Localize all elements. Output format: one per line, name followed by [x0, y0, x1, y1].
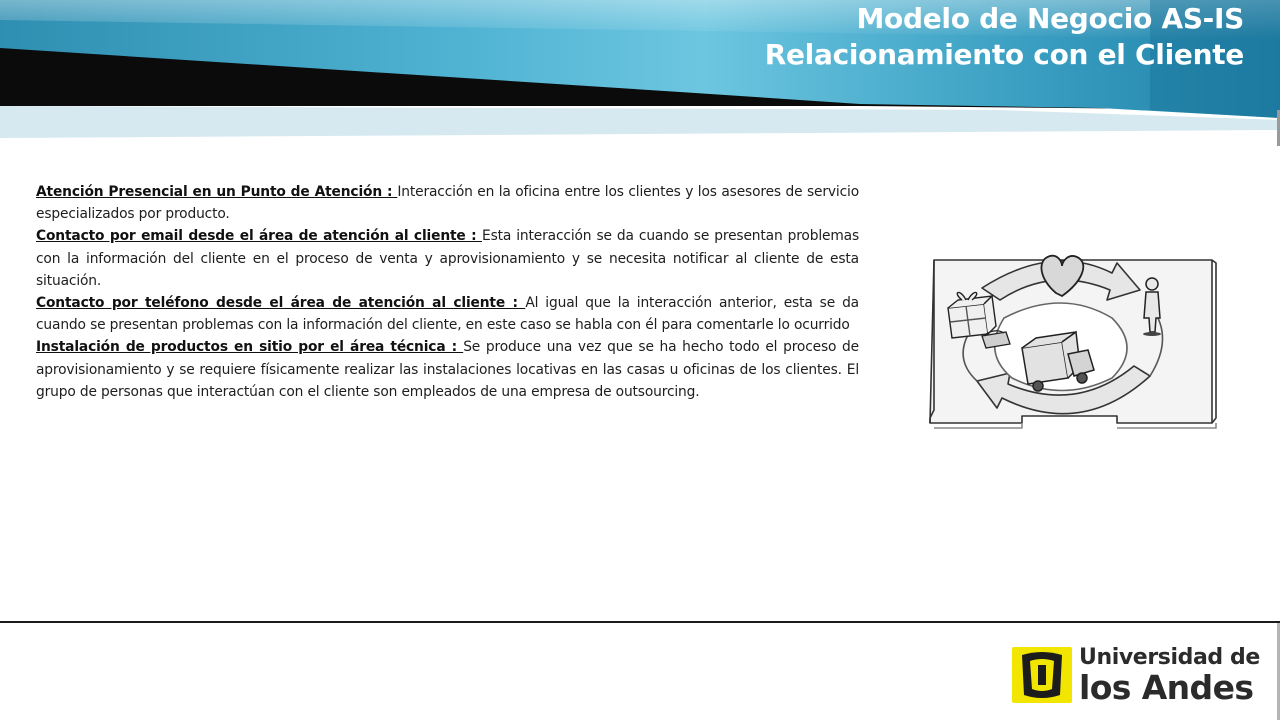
paragraph-text: Esta interacción se da cuando se presentan problemas con la información del cliente en el proceso de venta y aprovisionamiento y se necesita notificar al cliente de esta situación.: [36, 228, 859, 289]
paragraph-heading: Instalación de productos en sitio por el área técnica :: [36, 339, 464, 356]
body-text: [36, 181, 859, 403]
paragraph-heading: Atención Presencial en un Punto de Atención :: [36, 184, 398, 200]
paragraph-text: Se produce una vez que se ha hecho todo el proceso de aprovisionamiento y se requiere físicamente realizar las instalaciones locativas en las casas u oficinas de los clientes. El grupo de personas que interactúan con el cliente son empleados de una empresa de outsourcing.: [36, 339, 859, 400]
logo-line-1: Universidad de: [1079, 645, 1260, 670]
paragraph-telefono: [36, 292, 859, 336]
logo-line-2: los Andes: [1079, 668, 1254, 707]
paragraph-heading: Contacto por teléfono desde el área de atención al cliente :: [36, 295, 526, 312]
paragraph-instalacion: [36, 336, 859, 403]
title-line-2: Relacionamiento con el Cliente: [764, 38, 1244, 71]
footer-divider: [0, 621, 1280, 623]
paragraph-presencial: [36, 181, 859, 225]
title-line-1: Modelo de Negocio AS-IS: [856, 2, 1244, 35]
customer-relationship-illustration: [912, 238, 1224, 443]
paragraph-email: [36, 225, 859, 292]
logo-wordmark: [1079, 645, 1260, 705]
paragraph-text: Interacción en la oficina entre los clientes y los asesores de servicio especializados por producto.: [36, 184, 860, 223]
paragraph-heading: Contacto por email desde el área de atención al cliente :: [36, 228, 482, 245]
paragraph-text: Al igual que la interacción anterior, esta se da cuando se presentan problemas con la información del cliente, en este caso se habla con él para comentarle lo ocurrido: [36, 295, 859, 334]
slide-title: [765, 0, 1244, 73]
